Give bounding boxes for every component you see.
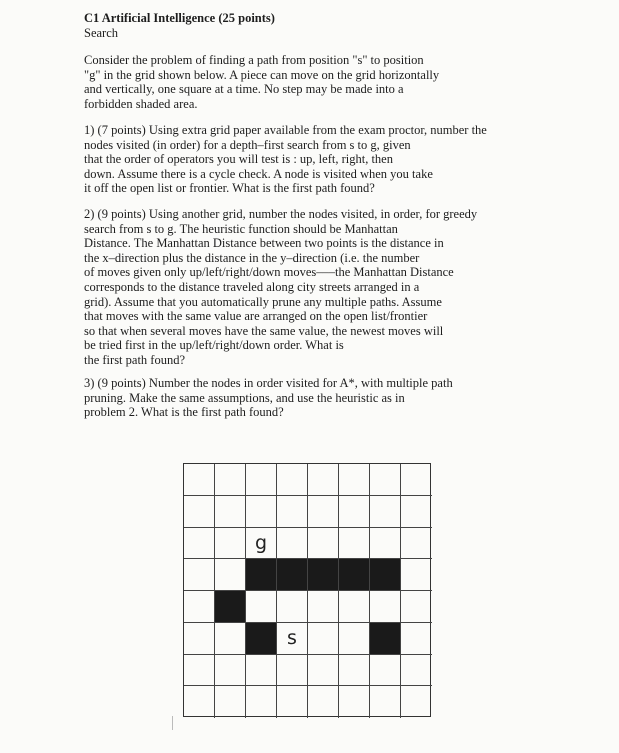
paragraph-line: the first path found? bbox=[84, 352, 186, 367]
grid-cell bbox=[215, 686, 246, 718]
grid-cell bbox=[277, 655, 308, 687]
paragraph-line: 3) (9 points) Number the nodes in order visited for A*, with multiple path bbox=[84, 376, 453, 390]
grid-cell bbox=[184, 464, 215, 496]
grid-cell bbox=[308, 623, 339, 655]
paragraph-line: 1) (7 points) Using extra grid paper available from the exam proctor, number the bbox=[84, 123, 487, 137]
paragraph-line: that moves with the same value are arranged on the open list/frontier bbox=[84, 309, 428, 324]
scan-mark bbox=[172, 716, 173, 730]
grid-cell bbox=[370, 496, 401, 528]
grid-cell bbox=[339, 686, 370, 718]
grid-cell bbox=[277, 528, 308, 560]
grid-cell bbox=[308, 528, 339, 560]
blocked-cell bbox=[277, 559, 308, 591]
paragraph-line: search from s to g. The heuristic function should be Manhattan bbox=[84, 221, 398, 236]
grid-cell bbox=[184, 496, 215, 528]
paragraph-line: grid). Assume that you automatically prune any multiple paths. Assume bbox=[84, 294, 442, 309]
grid-cell bbox=[308, 464, 339, 496]
grid-cell bbox=[277, 686, 308, 718]
section-header bbox=[84, 11, 275, 41]
grid-cell bbox=[246, 655, 277, 687]
grid-cell bbox=[246, 591, 277, 623]
search-grid bbox=[183, 463, 431, 717]
grid-cell bbox=[370, 591, 401, 623]
paragraph-line: be tried first in the up/left/right/down order. What is bbox=[84, 338, 344, 353]
blocked-cell bbox=[370, 559, 401, 591]
blocked-cell bbox=[370, 623, 401, 655]
grid-cell bbox=[184, 623, 215, 655]
start-cell: s bbox=[277, 623, 308, 655]
paragraph-line: down. Assume there is a cycle check. A node is visited when you take bbox=[84, 166, 433, 181]
paragraph-line: Consider the problem of finding a path from position "s" to position bbox=[84, 53, 424, 67]
blocked-cell bbox=[215, 591, 246, 623]
grid-cell bbox=[401, 686, 432, 718]
grid-cell bbox=[246, 496, 277, 528]
grid-cell bbox=[339, 623, 370, 655]
grid-cell bbox=[277, 496, 308, 528]
paragraph-line: problem 2. What is the first path found? bbox=[84, 405, 284, 420]
grid-cell bbox=[184, 559, 215, 591]
grid-cell bbox=[370, 686, 401, 718]
grid-cell bbox=[215, 496, 246, 528]
grid-cell bbox=[401, 591, 432, 623]
grid-cell bbox=[277, 464, 308, 496]
grid-cell bbox=[339, 496, 370, 528]
question-3-paragraph bbox=[84, 376, 514, 420]
blocked-cell bbox=[246, 559, 277, 591]
grid-cell bbox=[370, 655, 401, 687]
grid-cell bbox=[339, 655, 370, 687]
grid-cell bbox=[401, 528, 432, 560]
grid-cell bbox=[215, 464, 246, 496]
paragraph-line: 2) (9 points) Using another grid, number the nodes visited, in order, for greedy bbox=[84, 207, 478, 221]
grid-cell bbox=[401, 496, 432, 528]
grid-cell bbox=[339, 528, 370, 560]
intro-paragraph bbox=[84, 53, 514, 111]
grid-cell bbox=[339, 591, 370, 623]
grid-cell bbox=[339, 464, 370, 496]
grid-cell bbox=[215, 528, 246, 560]
section-subtitle: Search bbox=[84, 26, 119, 40]
paragraph-line: pruning. Make the same assumptions, and use the heuristic as in bbox=[84, 390, 405, 405]
grid-cell bbox=[246, 464, 277, 496]
blocked-cell bbox=[246, 623, 277, 655]
grid-cell bbox=[308, 655, 339, 687]
grid-cell bbox=[246, 686, 277, 718]
grid-cell bbox=[184, 528, 215, 560]
grid-cell bbox=[184, 686, 215, 718]
grid-cell bbox=[308, 496, 339, 528]
paragraph-line: so that when several moves have the same value, the newest moves will bbox=[84, 323, 444, 338]
grid-cell bbox=[401, 559, 432, 591]
paragraph-line: the x–direction plus the distance in the y–direction (i.e. the number bbox=[84, 250, 420, 265]
grid-cell bbox=[184, 655, 215, 687]
grid-cell bbox=[308, 591, 339, 623]
grid-cell bbox=[401, 464, 432, 496]
grid-cell bbox=[308, 686, 339, 718]
grid-cell bbox=[215, 559, 246, 591]
paragraph-line: "g" in the grid shown below. A piece can move on the grid horizontally bbox=[84, 67, 440, 82]
blocked-cell bbox=[308, 559, 339, 591]
grid-cell bbox=[370, 464, 401, 496]
paragraph-line: that the order of operators you will test is : up, left, right, then bbox=[84, 152, 393, 167]
paragraph-line: corresponds to the distance traveled along city streets arranged in a bbox=[84, 279, 420, 294]
goal-cell: g bbox=[246, 528, 277, 560]
grid-cell bbox=[277, 591, 308, 623]
grid-cell bbox=[401, 623, 432, 655]
grid-cell bbox=[184, 591, 215, 623]
grid-cell bbox=[215, 623, 246, 655]
paragraph-line: of moves given only up/left/right/down moves–––the Manhattan Distance bbox=[84, 265, 454, 280]
question-2-paragraph bbox=[84, 207, 514, 368]
section-title: C1 Artificial Intelligence (25 points) bbox=[84, 11, 275, 25]
blocked-cell bbox=[339, 559, 370, 591]
paragraph-line: it off the open list or frontier. What is the first path found? bbox=[84, 181, 375, 196]
paragraph-line: Distance. The Manhattan Distance between two points is the distance in bbox=[84, 236, 444, 251]
grid-cell bbox=[215, 655, 246, 687]
paragraph-line: nodes visited (in order) for a depth–first search from s to g, given bbox=[84, 137, 411, 152]
grid-cell bbox=[401, 655, 432, 687]
paragraph-line: and vertically, one square at a time. No step may be made into a bbox=[84, 82, 404, 97]
grid-cell bbox=[370, 528, 401, 560]
paragraph-line: forbidden shaded area. bbox=[84, 96, 198, 111]
question-1-paragraph bbox=[84, 123, 514, 196]
